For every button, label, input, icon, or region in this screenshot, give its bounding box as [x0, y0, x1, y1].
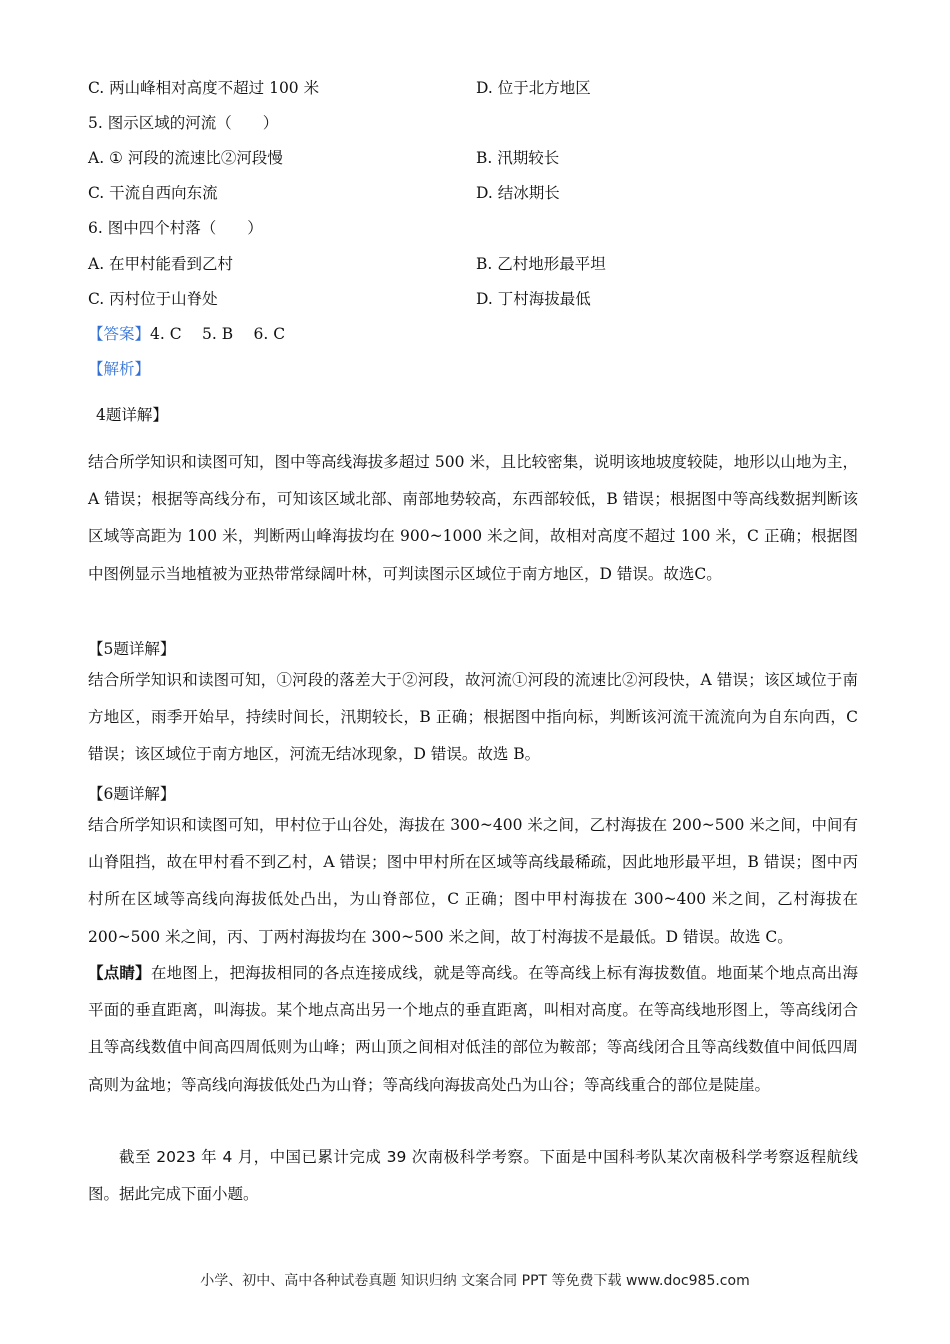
- q5-options-row-1: [88, 146, 868, 170]
- q4-option-c: C. 两山峰相对高度不超过 100 米: [88, 79, 320, 97]
- q6-option-a: A. 在甲村能看到乙村: [88, 255, 234, 273]
- detail5-text: 结合所学知识和读图可知，①河段的落差大于②河段，故河流①河段的流速比②河段快，A 错误；该区域位于南方地区，雨季开始早，持续时间长，汛期较长，B 正确；根据图中指向标，判断该河流干流流向为自东向西，C 错误；该区域位于南方地区，河流无结冰现象，D 错误。故选 B。: [88, 671, 858, 764]
- intro-paragraph: 截至 2023 年 4 月，中国已累计完成 39 次南极科学考察。下面是中国科考队某次南极科学考察返程航线图。据此完成下面小题。: [88, 1148, 858, 1204]
- detail5-heading: 【5题详解】: [88, 640, 176, 658]
- page-footer: 小学、初中、高中各种试卷真题 知识归纳 文案合同 PPT 等免费下载 www.doc985.com: [200, 1273, 750, 1289]
- q5-stem: 5. 图示区域的河流（ ）: [88, 114, 279, 132]
- q5-option-c: C. 干流自西向东流: [88, 184, 218, 202]
- q6-option-b: B. 乙村地形最平坦: [476, 255, 606, 273]
- detail4-text: 结合所学知识和读图可知，图中等高线海拔多超过 500 米，且比较密集，说明该地坡度较陡，地形以山地为主，A 错误；根据等高线分布，可知该区域北部、南部地势较高，东西部较低，B 错误；根据图中等高线数据判断该区域等高距为 100 米，判断两山峰海拔均在 900~1000 米之间，故相对高度不超过 100 米，C 正确；根据图中图例显示当地植被为亚热带常绿阔叶林，可判读图示区域位于南方地区，D 错误。故选C。: [88, 453, 858, 583]
- answer-text: 4. C 5. B 6. C: [150, 325, 286, 343]
- q5-options-row-2: [88, 181, 868, 205]
- q6-options-row-1: [88, 252, 868, 276]
- q5-option-a: A. ① 河段的流速比②河段慢: [88, 149, 283, 167]
- q4-option-d: D. 位于北方地区: [476, 79, 591, 97]
- q5-option-b: B. 汛期较长: [476, 149, 560, 167]
- q5-option-d: D. 结冰期长: [476, 184, 560, 202]
- detail4-heading: 4题详解】: [96, 406, 168, 424]
- dianjing-text: 在地图上，把海拔相同的各点连接成线，就是等高线。在等高线上标有海拔数值。地面某个地点高出海平面的垂直距离，叫海拔。某个地点高出另一个地点的垂直距离，叫相对高度。在等高线地形图上，等高线闭合且等高线数值中间高四周低则为山峰；两山顶之间相对低洼的部位为鞍部；等高线闭合且等高线数值中间低四周高则为盆地；等高线向海拔低处凸为山脊；等高线向海拔高处凸为山谷；等高线重合的部位是陡崖。: [88, 964, 858, 1094]
- analysis-label: 【解析】: [88, 360, 151, 378]
- answer-line: [88, 322, 285, 344]
- detail6-heading: 【6题详解】: [88, 785, 176, 803]
- detail6-text: 结合所学知识和读图可知，甲村位于山谷处，海拔在 300~400 米之间，乙村海拔在 200~500 米之间，中间有山脊阻挡，故在甲村看不到乙村，A 错误；图中甲村所在区域等高线最稀疏，因此地形最平坦，B 错误；图中丙村所在区域等高线向海拔低处凸出，为山脊部位，C 正确；图中甲村海拔在 300~400 米之间，乙村海拔在 200~500 米之间，丙、丁两村海拔均在 300~500 米之间，故丁村海拔不是最低。D 错误。故选 C。: [88, 816, 858, 946]
- q6-options-row-2: [88, 287, 868, 311]
- q6-option-d: D. 丁村海拔最低: [476, 290, 591, 308]
- q6-stem: 6. 图中四个村落（ ）: [88, 219, 263, 237]
- q6-option-c: C. 丙村位于山脊处: [88, 290, 218, 308]
- dianjing-label: 【点睛】: [88, 963, 151, 982]
- q4-options-row: [88, 76, 868, 100]
- answer-label: 【答案】: [88, 325, 151, 343]
- dianjing-paragraph: [88, 954, 858, 1104]
